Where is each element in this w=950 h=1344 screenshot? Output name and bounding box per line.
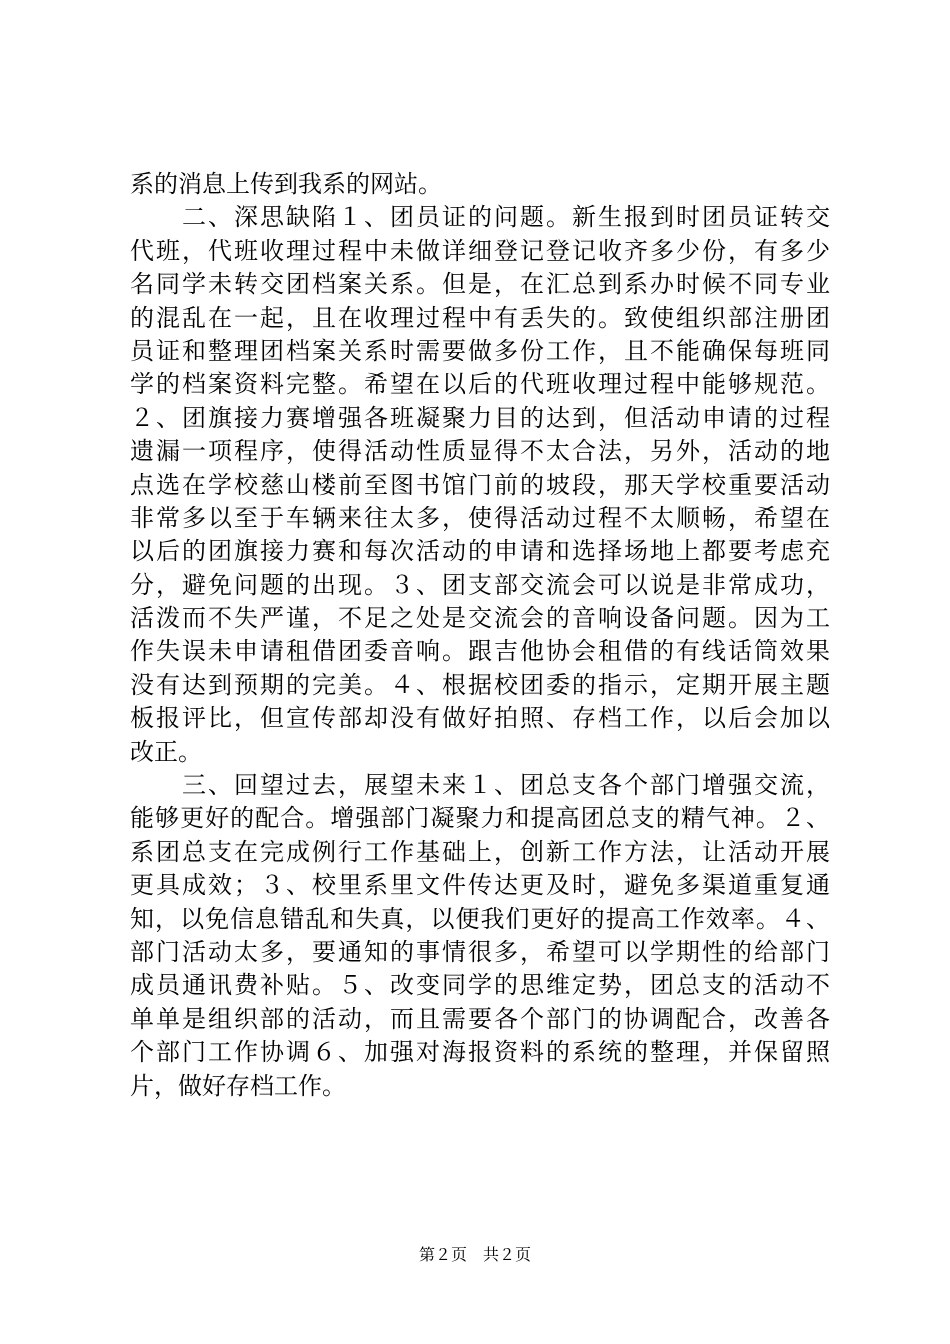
- text-line: 学的档案资料完整。希望在以后的代班收理过程中能够规范。: [130, 370, 830, 399]
- text-line: 部门活动太多，要通知的事情很多，希望可以学期性的给部门: [130, 937, 830, 966]
- text-line: 没有达到预期的完美。４、根据校团委的指示，定期开展主题: [130, 670, 830, 699]
- text-line: 员证和整理团档案关系时需要做多份工作，且不能确保每班同: [130, 336, 830, 365]
- text-line: 系的消息上传到我系的网站。: [130, 170, 442, 198]
- text-line: 活泼而不失严谨，不足之处是交流会的音响设备问题。因为工: [130, 604, 830, 633]
- text-line: 系团总支在完成例行工作基础上，创新工作方法，让活动开展: [130, 837, 830, 866]
- text-line: 点选在学校慈山楼前至图书馆门前的坡段，那天学校重要活动: [130, 470, 830, 499]
- text-line: 片，做好存档工作。: [130, 1071, 346, 1100]
- text-line: 知，以免信息错乱和失真，以便我们更好的提高工作效率。４、: [130, 904, 830, 933]
- text-line: 成员通讯费补贴。５、改变同学的思维定势，团总支的活动不: [130, 971, 830, 1000]
- text-line: 个部门工作协调６、加强对海报资料的系统的整理，并保留照: [130, 1038, 830, 1067]
- text-line: ２、团旗接力赛增强各班凝聚力目的达到，但活动申请的过程: [130, 403, 830, 432]
- text-line: 能够更好的配合。增强部门凝聚力和提高团总支的精气神。２、: [130, 804, 830, 833]
- text-line: 单单是组织部的活动，而且需要各个部门的协调配合，改善各: [130, 1004, 830, 1033]
- text-line: 作失误未申请租借团委音响。跟吉他协会租借的有线话筒效果: [130, 637, 830, 666]
- text-line: 遗漏一项程序，使得活动性质显得不太合法，另外，活动的地: [130, 437, 830, 466]
- text-line: 的混乱在一起，且在收理过程中有丢失的。致使组织部注册团: [130, 303, 830, 332]
- text-line: 以后的团旗接力赛和每次活动的申请和选择场地上都要考虑充: [130, 537, 830, 566]
- text-line: 分，避免问题的出现。３、团支部交流会可以说是非常成功，: [130, 570, 830, 599]
- text-line: 名同学未转交团档案关系。但是，在汇总到系办时候不同专业: [130, 270, 830, 299]
- page-footer: 第２页 共２页: [418, 1245, 531, 1264]
- text-line: 非常多以至于车辆来往太多，使得活动过程不太顺畅，希望在: [130, 503, 830, 532]
- text-line: 更具成效；３、校里系里文件传达更及时，避免多渠道重复通: [130, 871, 830, 900]
- text-line: 改正。: [130, 737, 202, 766]
- document-body: [130, 168, 830, 1103]
- text-line: 三、回望过去，展望未来１、团总支各个部门增强交流，: [130, 771, 830, 800]
- text-line: 二、深思缺陷１、团员证的问题。新生报到时团员证转交: [130, 203, 830, 232]
- text-line: 板报评比，但宣传部却没有做好拍照、存档工作，以后会加以: [130, 704, 830, 733]
- text-line: 代班，代班收理过程中未做详细登记登记收齐多少份，有多少: [130, 236, 830, 265]
